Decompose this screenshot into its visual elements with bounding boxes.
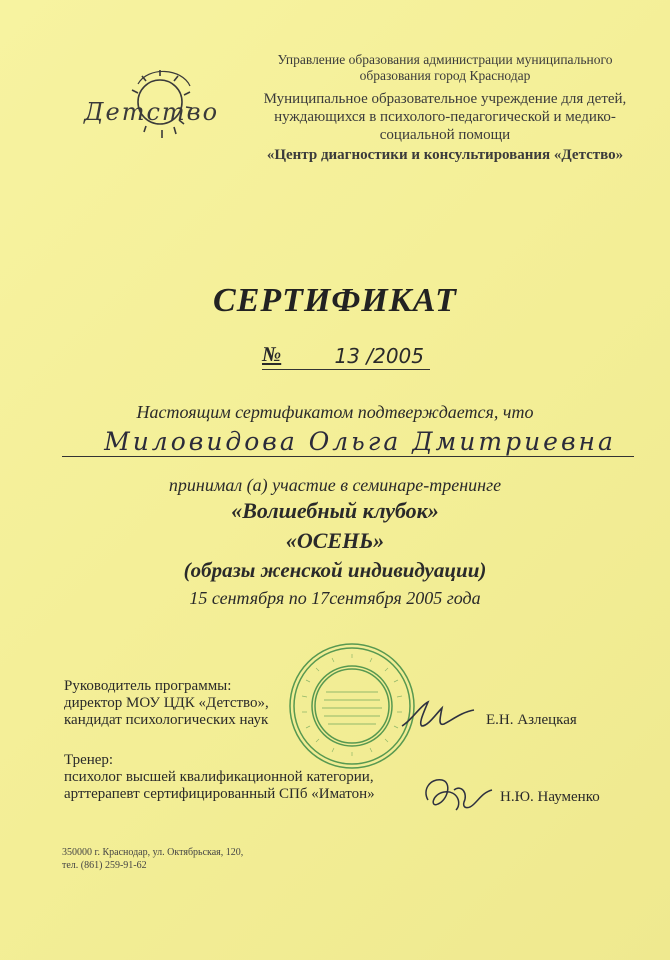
trainer-role: Тренер: bbox=[64, 752, 114, 768]
trainer-name: Н.Ю. Науменко bbox=[500, 789, 600, 805]
certificate-number: 13 /2005 bbox=[334, 344, 424, 368]
certificate-title: СЕРТИФИКАТ bbox=[213, 282, 457, 319]
number-label: № bbox=[262, 342, 282, 366]
leader-role: Руководитель программы: bbox=[64, 678, 232, 694]
leader-position: директор МОУ ЦДК «Детство», bbox=[64, 695, 269, 711]
header-institution: Муниципальное образовательное учреждение для детей, нуждающихся в психолого-педагогической и медико-социальной помощи bbox=[263, 91, 627, 143]
participation-text: принимал (а) участие в семинаре-тренинге bbox=[168, 475, 502, 495]
footer-phone: тел. (861) 259-91-62 bbox=[62, 860, 147, 871]
leader-signature-icon bbox=[398, 696, 478, 736]
seminar-title: «Волшебный клубок» bbox=[231, 498, 439, 523]
trainer-block bbox=[64, 752, 375, 803]
footer-contacts bbox=[62, 846, 243, 872]
logo bbox=[78, 62, 218, 148]
logo-text: Детство bbox=[84, 98, 220, 126]
recipient-underline bbox=[62, 456, 634, 457]
leader-block bbox=[64, 678, 269, 729]
trainer-qualification: психолог высшей квалификационной категории, bbox=[64, 769, 374, 785]
leader-name: Е.Н. Азлецкая bbox=[486, 712, 577, 728]
footer-address: 350000 г. Краснодар, ул. Октябрьская, 120, bbox=[62, 847, 244, 858]
trainer-certification: арттерапевт сертифицированный СПб «Иматон» bbox=[64, 786, 375, 802]
leader-degree: кандидат психологических наук bbox=[64, 712, 269, 728]
seminar-subtitle: (образы женской индивидуации) bbox=[183, 558, 487, 582]
number-underline bbox=[262, 369, 430, 370]
header-admin: Управление образования администрации муниципального образования город Краснодар bbox=[277, 52, 613, 83]
header-center-name: «Центр диагностики и консультирования «Детство» bbox=[266, 147, 624, 163]
trainer-signature-icon bbox=[418, 770, 498, 820]
seminar-subtitle-main: «ОСЕНЬ» bbox=[285, 528, 385, 553]
confirm-text: Настоящим сертификатом подтверждается, что bbox=[136, 402, 534, 422]
certificate-number-row bbox=[262, 342, 432, 372]
recipient-name: Миловидова Ольга Дмитриевна bbox=[104, 427, 616, 456]
seminar-dates: 15 сентября по 17сентября 2005 года bbox=[189, 588, 481, 608]
